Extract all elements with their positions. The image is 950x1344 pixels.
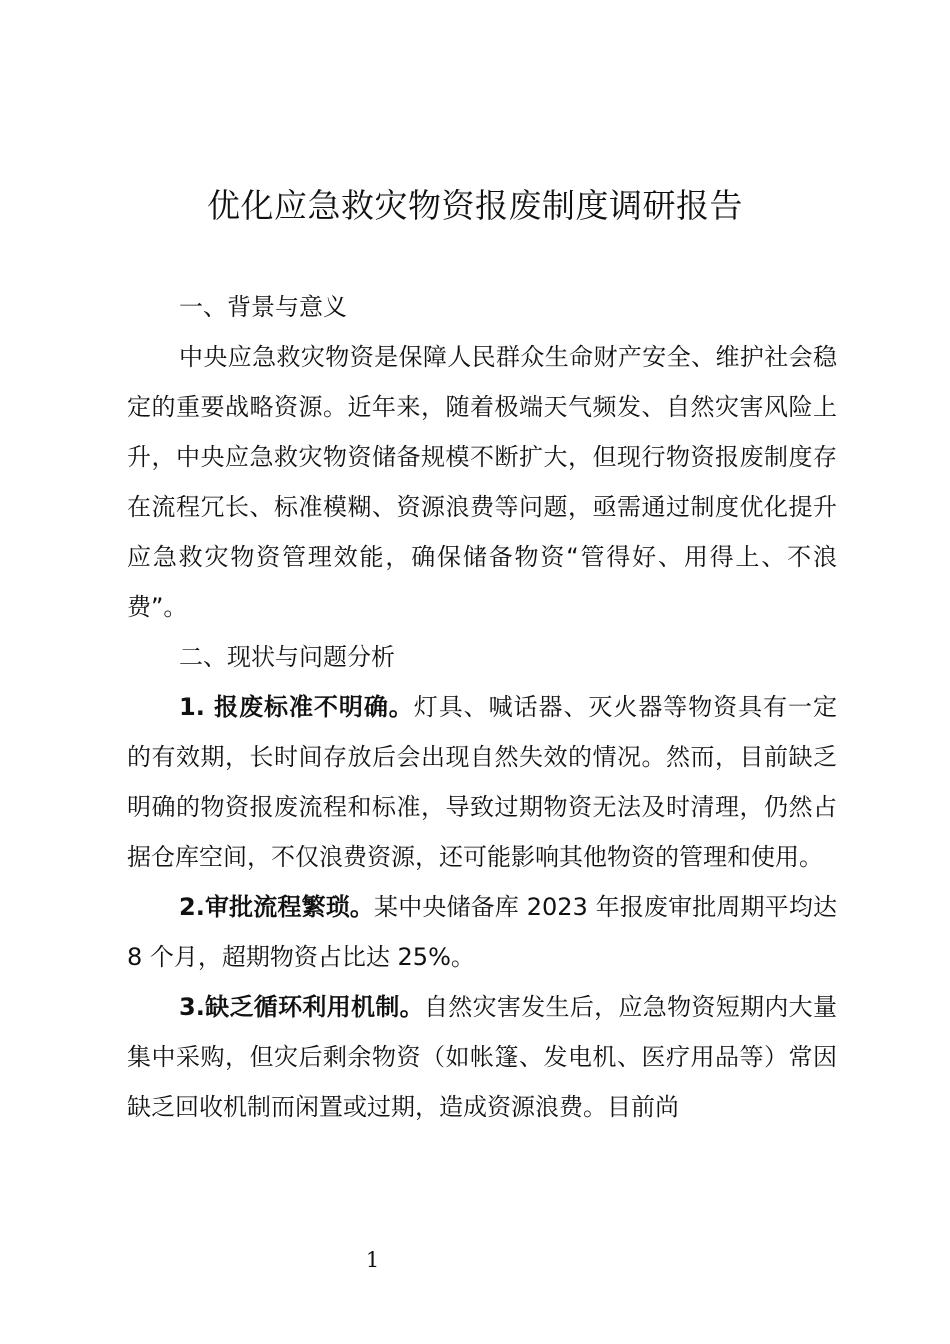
item-1-lead: 1. 报废标准不明确。: [179, 693, 414, 721]
item-3-lead: 3.缺乏循环利用机制。: [179, 993, 424, 1021]
analysis-item-2: [127, 882, 837, 982]
analysis-item-1: [127, 682, 837, 882]
page-number: 1: [365, 1248, 380, 1272]
analysis-item-3: [127, 982, 837, 1132]
item-2-lead: 2.审批流程繁琐。: [179, 893, 375, 921]
section-heading-analysis: 二、现状与问题分析: [179, 643, 395, 671]
item-3-text: 自然灾害发生后，应急物资短期内大量集中采购，但灾后剩余物资（如帐篷、发电机、医疗用品等）常因缺乏回收机制而闲置或过期，造成资源浪费。目前尚: [127, 993, 837, 1121]
document-body: [127, 282, 837, 1132]
document-title: 优化应急救灾物资报废制度调研报告: [207, 186, 743, 225]
item-2-text: 某中央储备库 2023 年报废审批周期平均达 8 个月，超期物资占比达 25%。: [127, 893, 837, 971]
item-1-text: 灯具、喊话器、灭火器等物资具有一定的有效期，长时间存放后会出现自然失效的情况。然而，目前缺乏明确的物资报废流程和标准，导致过期物资无法及时清理，仍然占据仓库空间，不仅浪费资源，还可能影响其他物资的管理和使用。: [127, 693, 837, 871]
section-heading-background: 一、背景与意义: [179, 293, 347, 321]
background-paragraph: 中央应急救灾物资是保障人民群众生命财产安全、维护社会稳定的重要战略资源。近年来，随着极端天气频发、自然灾害风险上升，中央应急救灾物资储备规模不断扩大，但现行物资报废制度存在流程冗长、标准模糊、资源浪费等问题，亟需通过制度优化提升应急救灾物资管理效能，确保储备物资“管得好、用得上、不浪费”。: [127, 343, 837, 621]
